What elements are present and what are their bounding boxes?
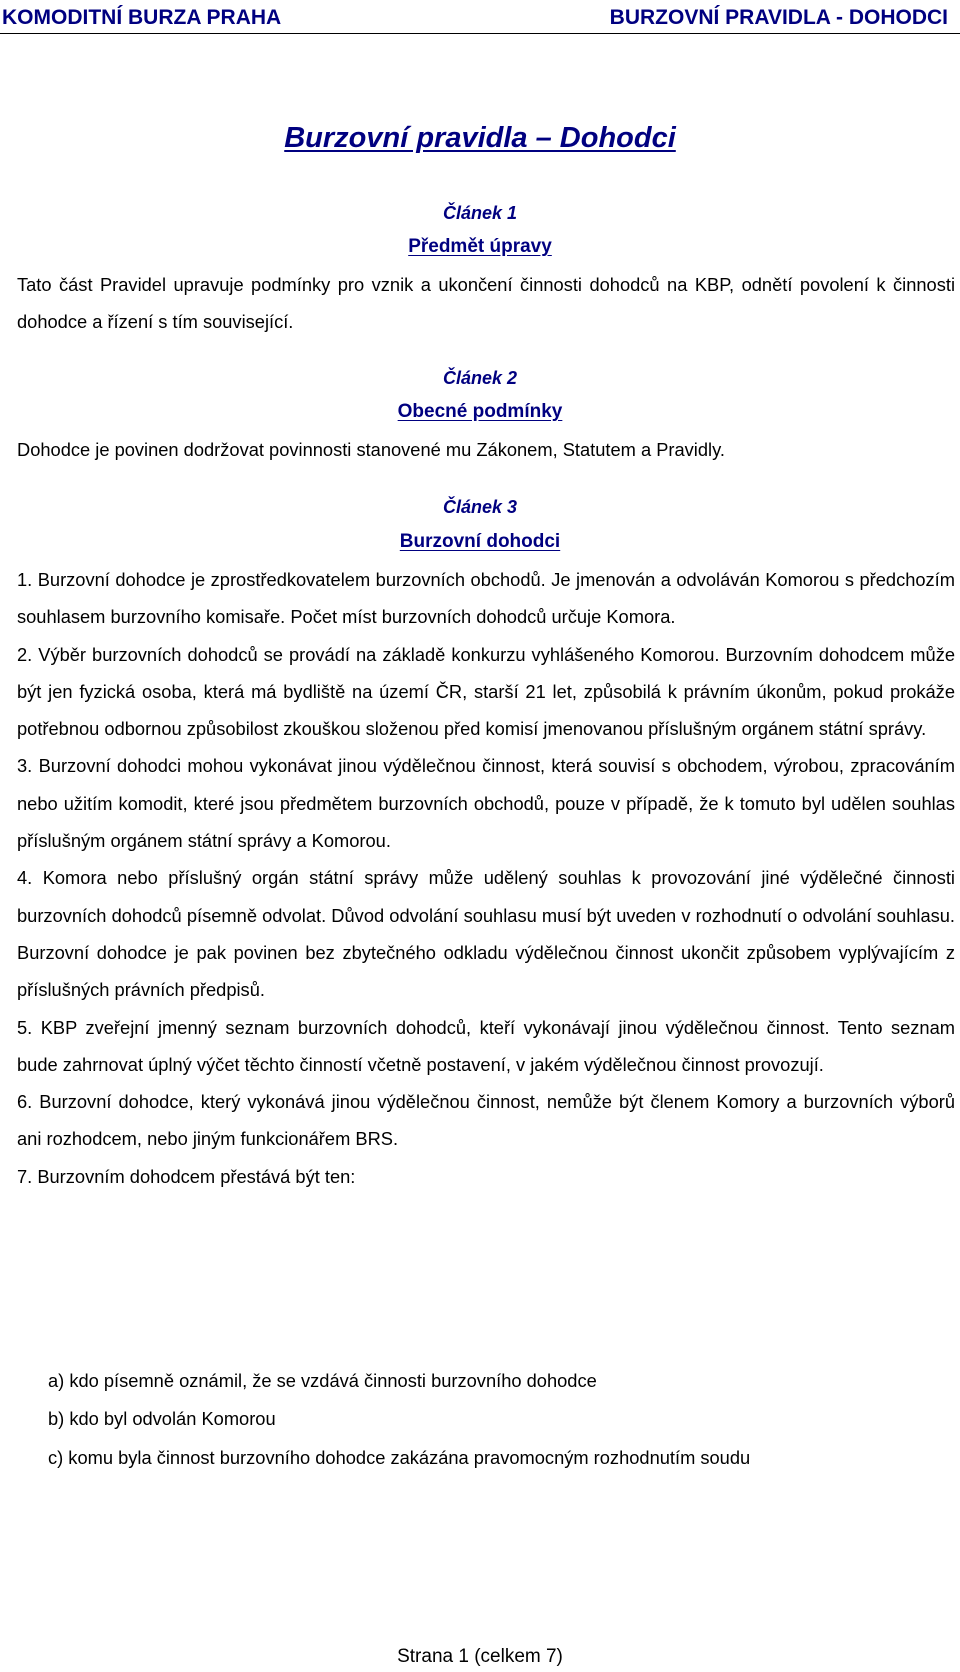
article-1-paragraph-1: Tato část Pravidel upravuje podmínky pro vznik a ukončení činnosti dohodců na KBP, odnětí povolení k činnosti dohodce a řízení s tím související. — [17, 274, 955, 333]
article-3-paragraph-5: 5. KBP zveřejní jmenný seznam burzovních dohodců, kteří vykonávají jinou výdělečnou činnost. Tento seznam bude zahrnovat úplný výčet těchto činností včetně postavení, v jakém výdělečnou činnost provozují. — [17, 1016, 955, 1075]
article-3-paragraph-7: 7. Burzovním dohodcem přestává být ten: — [17, 1165, 356, 1187]
header-document-name: BURZOVNÍ PRAVIDLA - DOHODCI — [609, 6, 948, 29]
article-3-heading: Burzovní dohodci — [399, 531, 561, 552]
article-3-body — [17, 561, 955, 1195]
article-3-number: Článek 3 — [442, 497, 518, 517]
article-3-paragraph-2: 2. Výběr burzovních dohodců se provádí na základě konkurzu vyhlášeného Komorou. Burzovním dohodcem může být jen fyzická osoba, která má bydliště na území ČR, starší 21 let, způsobilá k právním úkonům, pokud prokáže potřebnou odbornou způsobilost zkouškou složenou před komisí jmenovanou příslušným orgánem státní správy. — [17, 643, 955, 740]
header-organization: KOMODITNÍ BURZA PRAHA — [2, 6, 282, 29]
article-2-body — [17, 431, 955, 468]
article-2-heading: Obecné podmínky — [397, 401, 563, 422]
article-3-paragraph-3: 3. Burzovní dohodci mohou vykonávat jinou výdělečnou činnost, která souvisí s obchodem, výrobou, zpracováním nebo užitím komodit, které jsou předmětem burzovních obchodů, pouze v případě, že k tomuto byl udělen souhlas příslušným orgánem státní správy a Komorou. — [17, 755, 955, 852]
article-2-number: Článek 2 — [442, 368, 518, 388]
article-3-paragraph-6: 6. Burzovní dohodce, který vykonává jinou výdělečnou činnost, nemůže být členem Komory a burzovních výborů ani rozhodcem, nebo jiným funkcionářem BRS. — [17, 1091, 955, 1150]
header-rule — [0, 33, 960, 34]
list-item-a: a) kdo písemně oznámil, že se vzdává činnosti burzovního dohodce — [48, 1370, 597, 1391]
list-item-b: b) kdo byl odvolán Komorou — [48, 1408, 276, 1429]
page-header — [0, 0, 960, 34]
list-item-c: c) komu byla činnost burzovního dohodce zakázána pravomocným rozhodnutím soudu — [48, 1447, 751, 1468]
article-1-body — [17, 266, 955, 341]
article-1-number: Článek 1 — [442, 203, 518, 223]
article-3-paragraph-4: 4. Komora nebo příslušný orgán státní správy může udělený souhlas k provozování jiné výdělečné činnosti burzovních dohodců písemně odvolat. Důvod odvolání souhlasu musí být uveden v rozhodnutí o odvolání souhlasu. Burzovní dohodce je pak povinen bez zbytečného odkladu výdělečnou činnost ukončit způsobem vyplývajícím z příslušných právních předpisů. — [17, 867, 955, 1001]
article-2-paragraph-1: Dohodce je povinen dodržovat povinnosti stanovené mu Zákonem, Statutem a Pravidly. — [17, 439, 725, 460]
page-number: Strana 1 (celkem 7) — [397, 1646, 563, 1667]
article-3-paragraph-1: 1. Burzovní dohodce je zprostředkovatelem burzovních obchodů. Je jmenován a odvoláván Komorou s předchozím souhlasem burzovního komisaře. Počet míst burzovních dohodců určuje Komora. — [17, 569, 955, 628]
article-1-heading: Předmět úpravy — [408, 236, 552, 257]
document-title: Burzovní pravidla – Dohodci — [284, 122, 676, 154]
